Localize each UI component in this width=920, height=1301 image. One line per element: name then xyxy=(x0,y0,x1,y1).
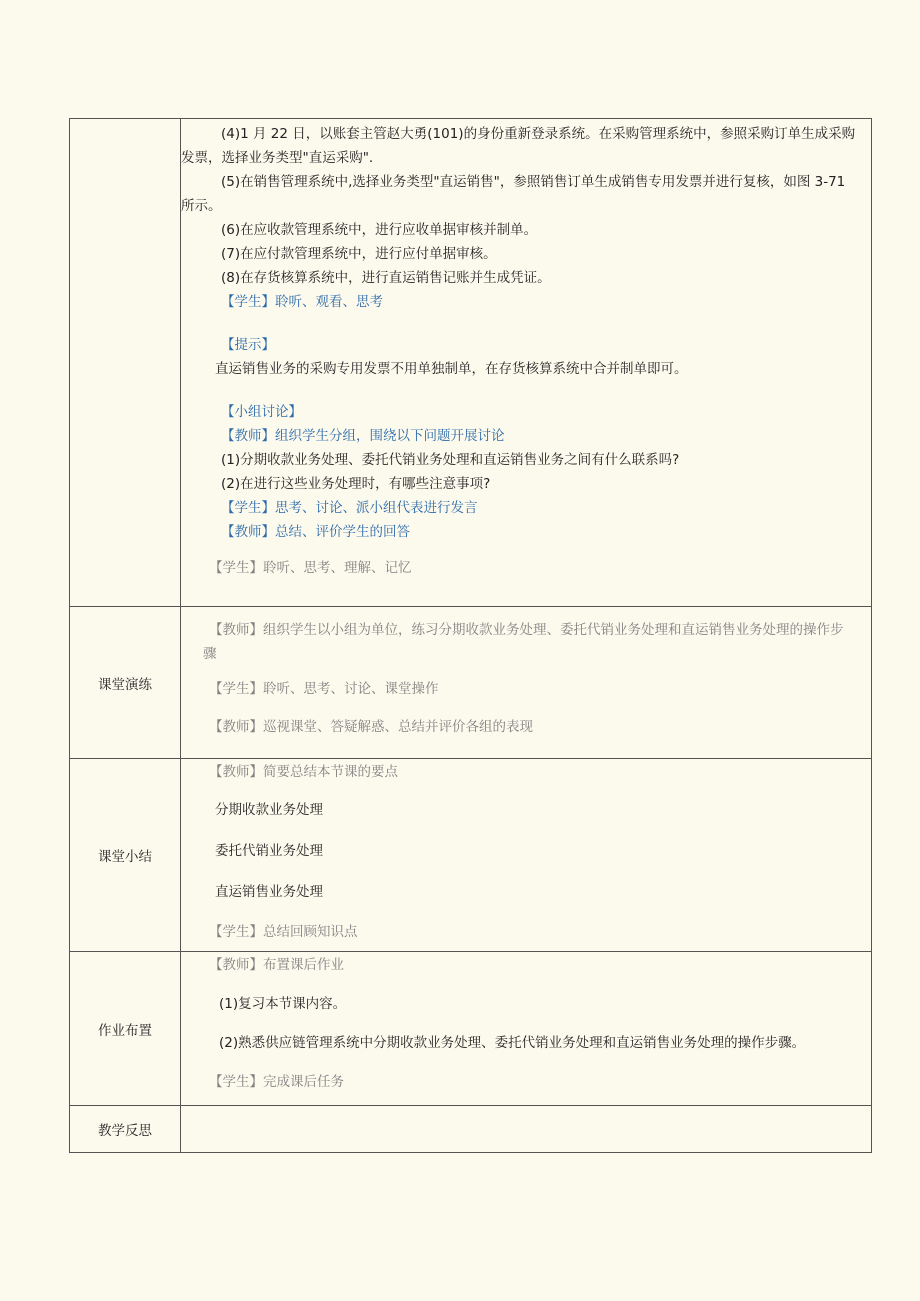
summary-point-3: 直运销售业务处理 xyxy=(215,884,323,900)
student-note-3: 【学生】聆听、思考、理解、记忆 xyxy=(209,560,412,576)
practice-label: 课堂演练 xyxy=(70,607,181,759)
homework-student-line: 【学生】完成课后任务 xyxy=(209,1074,344,1090)
homework-row xyxy=(70,952,872,1106)
student-note-2: 【学生】思考、讨论、派小组代表进行发言 xyxy=(221,500,478,516)
question-1: (1)分期收款业务处理、委托代销业务处理和直运销售业务之间有什么联系吗? xyxy=(221,452,680,468)
lesson-plan-table xyxy=(69,118,872,1153)
practice-teacher-line-a: 【教师】组织学生以小组为单位，练习分期收款业务处理、委托代销业务处理和直运销售业务处理的操作步 xyxy=(209,622,844,638)
step-6-line: (6)在应收款管理系统中，进行应收单据审核并制单。 xyxy=(221,222,538,238)
step-5-line-a: (5)在销售管理系统中,选择业务类型"直运销售"，参照销售订单生成销售专用发票并进行复核，如图 3-71 xyxy=(221,174,846,190)
step-7-line: (7)在应付款管理系统中，进行应付单据审核。 xyxy=(221,246,497,262)
homework-task-1: (1)复习本节课内容。 xyxy=(219,996,347,1012)
step-4-line-b: 发票，选择业务类型"直运采购". xyxy=(181,150,374,166)
question-2: (2)在进行这些业务处理时，有哪些注意事项? xyxy=(221,476,491,492)
step-5-line-b: 所示。 xyxy=(181,198,222,214)
summary-row xyxy=(70,759,872,952)
student-note-1: 【学生】聆听、观看、思考 xyxy=(221,294,383,310)
teacher-note-1: 【教师】组织学生分组，围绕以下问题开展讨论 xyxy=(221,428,505,444)
practice-teacher-line-2: 【教师】巡视课堂、答疑解惑、总结并评价各组的表现 xyxy=(209,719,533,735)
tip-title: 【提示】 xyxy=(221,337,275,353)
step-8-line: (8)在存货核算系统中，进行直运销售记账并生成凭证。 xyxy=(221,270,551,286)
teacher-note-2: 【教师】总结、评价学生的回答 xyxy=(221,524,410,540)
homework-label: 作业布置 xyxy=(70,952,181,1106)
summary-teacher-line: 【教师】简要总结本节课的要点 xyxy=(209,764,398,780)
summary-point-1: 分期收款业务处理 xyxy=(215,802,323,818)
group-discussion-title: 【小组讨论】 xyxy=(221,404,302,420)
reflection-row xyxy=(70,1106,872,1153)
step-4-line-a: (4)1 月 22 日，以账套主管赵大勇(101)的身份重新登录系统。在采购管理系统中，参照采购订单生成采购 xyxy=(221,126,856,142)
summary-student-line: 【学生】总结回顾知识点 xyxy=(209,924,358,940)
homework-task-2: (2)熟悉供应链管理系统中分期收款业务处理、委托代销业务处理和直运销售业务处理的操作步骤。 xyxy=(219,1035,806,1051)
reflection-content-cell xyxy=(181,1106,872,1153)
tip-text: 直运销售业务的采购专用发票不用单独制单，在存货核算系统中合并制单即可。 xyxy=(215,361,688,377)
practice-teacher-line-b: 骤 xyxy=(203,646,217,662)
process-row xyxy=(70,119,872,607)
process-content-cell xyxy=(181,119,872,607)
homework-content-cell xyxy=(181,952,872,1106)
summary-label: 课堂小结 xyxy=(70,759,181,952)
reflection-label: 教学反思 xyxy=(70,1106,181,1153)
process-label-cell xyxy=(70,119,181,607)
homework-teacher-line: 【教师】布置课后作业 xyxy=(209,957,344,973)
practice-row xyxy=(70,607,872,759)
practice-content-cell xyxy=(181,607,872,759)
summary-point-2: 委托代销业务处理 xyxy=(215,843,323,859)
practice-student-line: 【学生】聆听、思考、讨论、课堂操作 xyxy=(209,681,439,697)
summary-content-cell xyxy=(181,759,872,952)
